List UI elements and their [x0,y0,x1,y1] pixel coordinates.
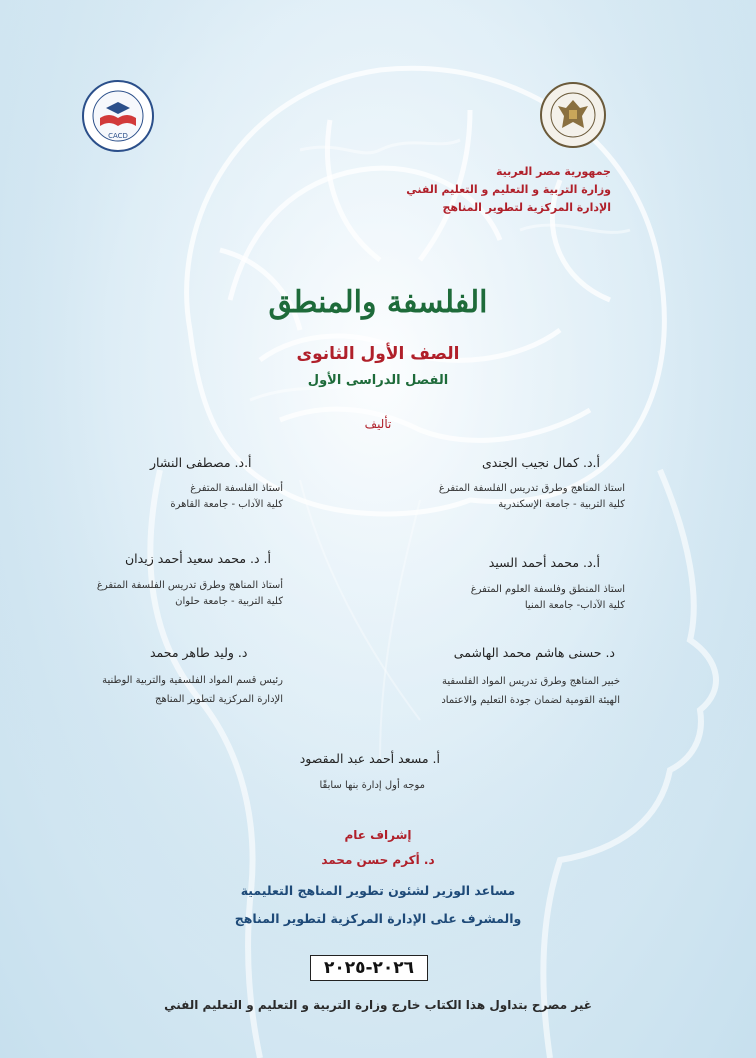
supervisor-name: د. أكرم حسن محمد [321,853,435,867]
header-ministry: وزارة التربية و التعليم و التعليم الفني [406,183,611,196]
author-name: أ.د. مصطفى النشار [150,455,252,470]
eagle-seal-icon [538,80,608,150]
author-name: أ. د. محمد سعيد أحمد زيدان [125,551,271,566]
author-affiliation: الهيئة القومية لضمان جودة التعليم والاعتماد [441,695,620,706]
author-role: أستاذ الفلسفة المتفرغ [190,483,283,494]
header-republic: جمهورية مصر العربية [496,165,611,178]
author-name: د. وليد طاهر محمد [150,645,248,660]
author-role: استاذ المناهج وطرق تدريس الفلسفة المتفرغ [438,483,625,494]
author-affiliation: الإدارة المركزية لتطوير المناهج [155,694,283,705]
book-term: الفصل الدراسى الأول [307,373,449,388]
author-name: د. حسنى هاشم محمد الهاشمى [453,645,615,660]
author-affiliation: كلية الآداب- جامعة المنيا [524,600,625,611]
cacd-logo-text: CACD [108,132,128,140]
author-affiliation: كلية الآداب - جامعة القاهرة [170,499,283,510]
author-affiliation: كلية التربية - جامعة الإسكندرية [498,499,625,510]
author-role: رئيس قسم المواد الفلسفية والتربية الوطنية [102,675,283,686]
author-role: أستاذ المناهج وطرق تدريس الفلسفة المتفرغ [96,580,283,591]
supervision-label: إشراف عام [344,828,412,842]
book-grade: الصف الأول الثانوى [296,344,460,364]
ministry-logo [538,80,608,150]
header-department: الإدارة المركزية لتطوير المناهج [442,201,611,214]
author-role: خبير المناهج وطرق تدريس المواد الفلسفية [441,676,620,687]
book-title: الفلسفة والمنطق [268,285,488,320]
author-name: أ. مسعد أحمد عبد المقصود [299,751,440,766]
author-name: أ.د. محمد أحمد السيد [488,555,600,570]
cacd-logo [80,78,156,154]
authored-label: تأليف [364,417,392,431]
book-seal-icon [80,78,156,154]
academic-year: ٢٠٢٦-٢٠٢٥ [310,955,428,981]
supervisor-title-line1: مساعد الوزير لشئون تطوير المناهج التعليمية [240,883,516,898]
author-affiliation: كلية التربية - جامعة حلوان [175,596,283,607]
author-role: موجه أول إدارة بنها سابقًا [319,780,425,791]
author-role: استاذ المنطق وفلسفة العلوم المتفرغ [470,584,625,595]
footer-notice: غير مصرح بتداول هذا الكتاب خارج وزارة التربية و التعليم و التعليم الفني [164,998,592,1012]
supervisor-title-line2: والمشرف على الإدارة المركزية لتطوير المناهج [234,911,522,926]
author-name: أ.د. كمال نجيب الجندى [481,455,600,470]
